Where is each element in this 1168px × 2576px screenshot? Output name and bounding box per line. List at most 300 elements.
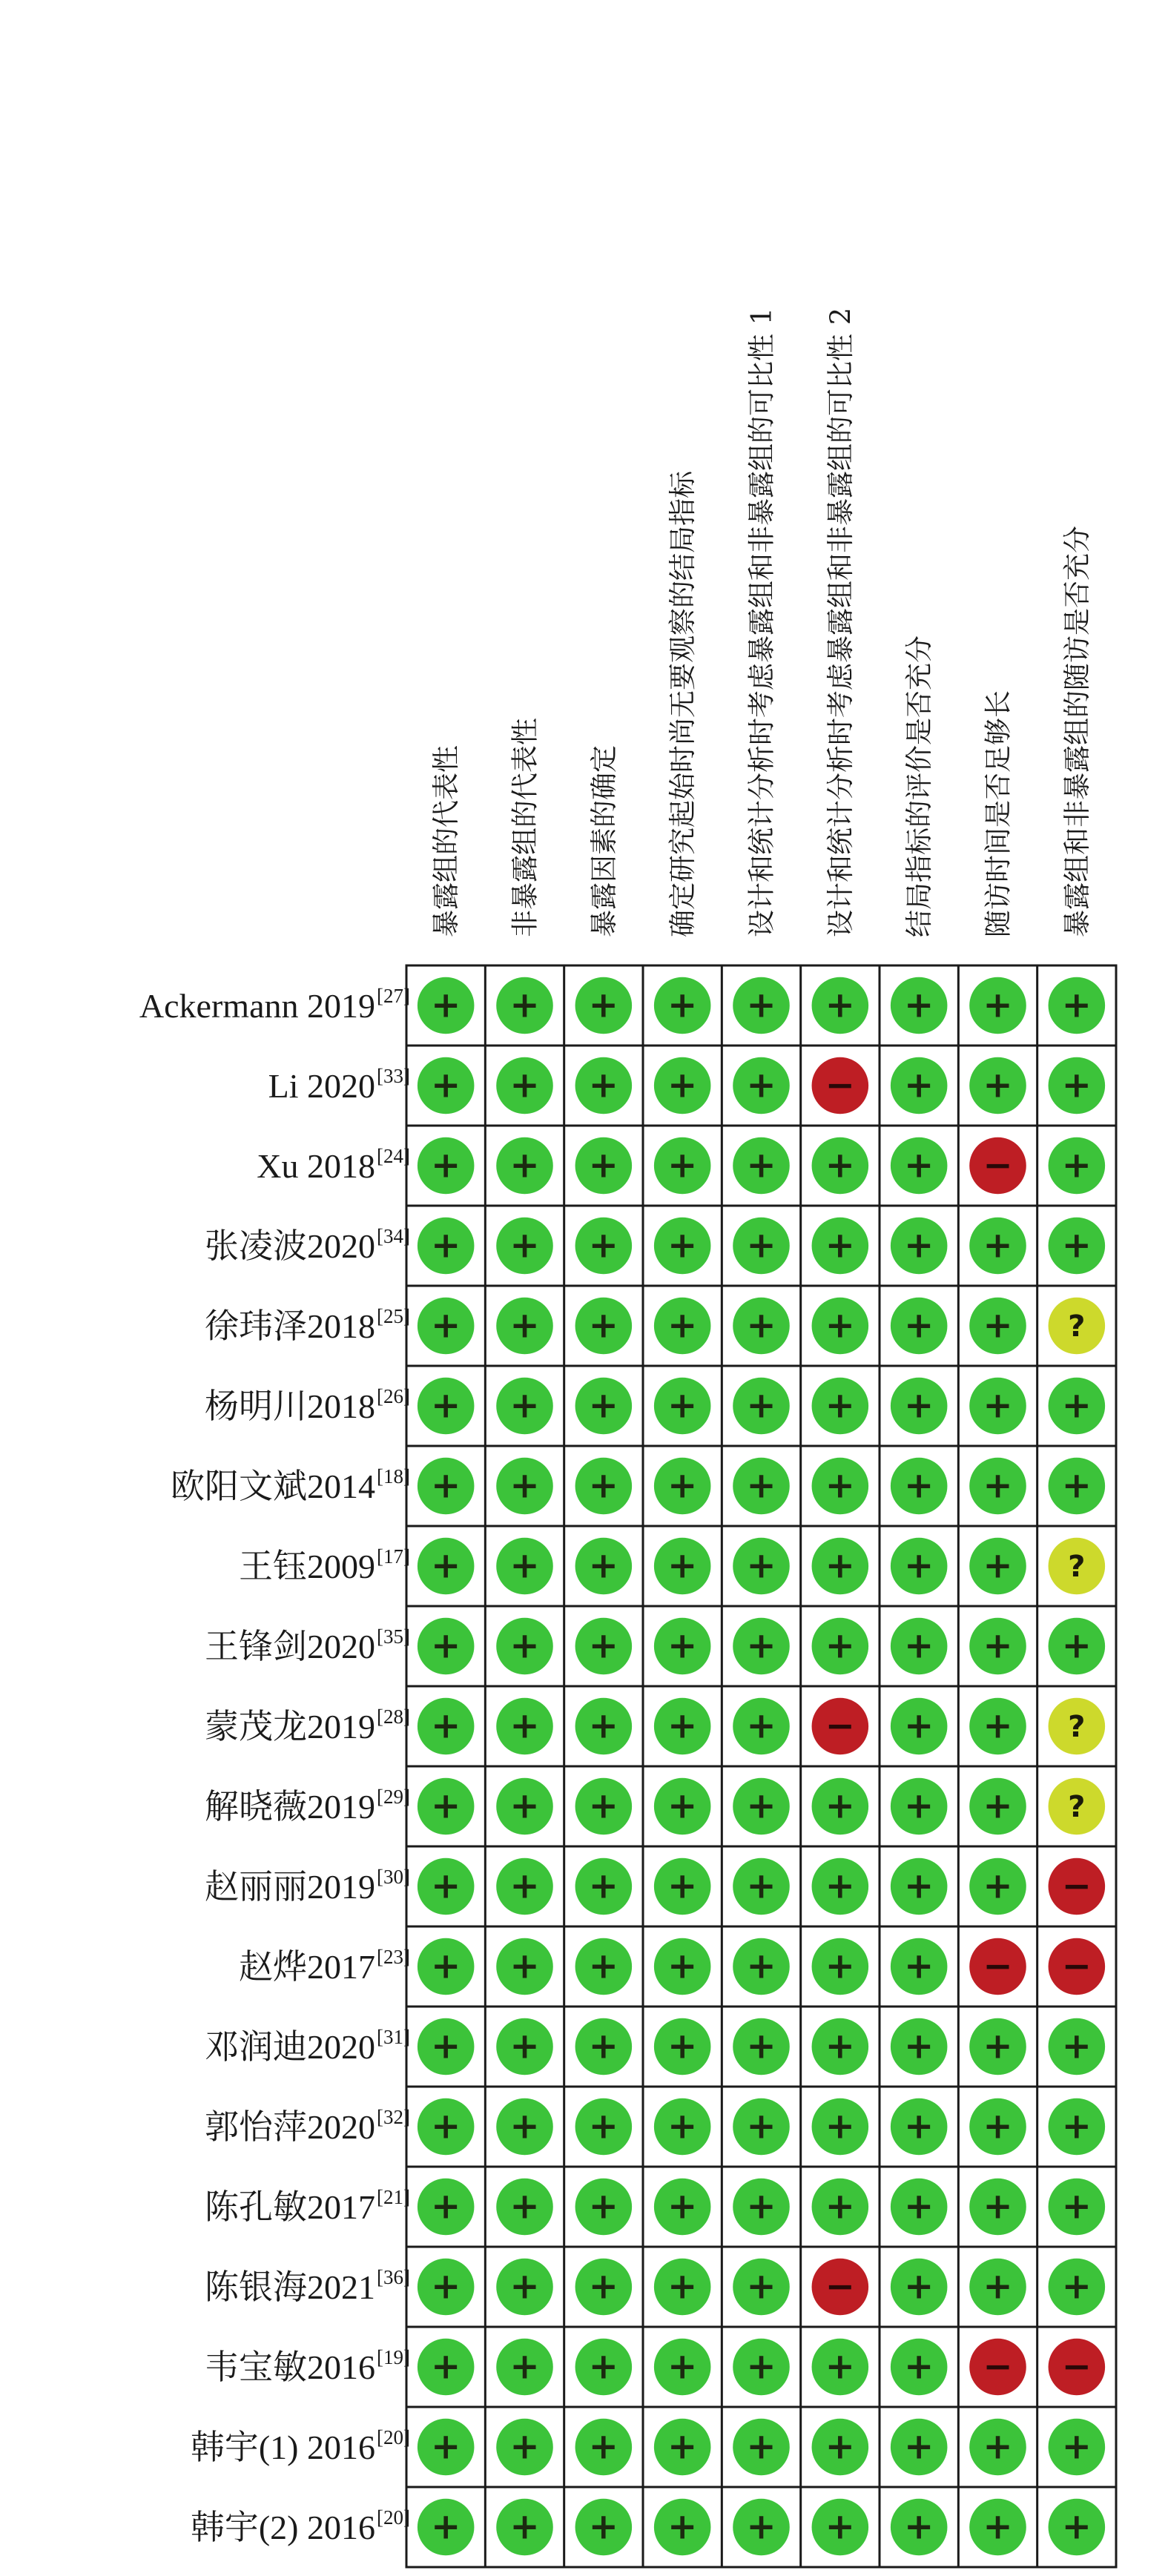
column-label-2: 非暴露组的代表性 — [509, 718, 541, 937]
rating-low-risk-r10-c8 — [969, 1698, 1026, 1755]
low-risk-symbol: + — [825, 2106, 855, 2147]
column-label-1: 暴露组的代表性 — [430, 745, 463, 937]
rating-low-risk-r20-c8 — [969, 2499, 1026, 2556]
rating-low-risk-r3-c2 — [496, 1137, 553, 1195]
low-risk-symbol: + — [667, 1385, 698, 1427]
rating-low-risk-r2-c3 — [575, 1057, 633, 1114]
low-risk-symbol: + — [746, 1465, 776, 1507]
study-name: 韩宇(1) 2016 — [190, 2428, 375, 2466]
rating-low-risk-r16-c7 — [891, 2179, 948, 2236]
rating-low-risk-r6-c1 — [418, 1378, 475, 1435]
low-risk-symbol: + — [904, 1545, 934, 1587]
low-risk-symbol: + — [825, 985, 855, 1026]
high-risk-symbol: − — [983, 1145, 1013, 1186]
low-risk-symbol: + — [825, 1625, 855, 1667]
low-risk-symbol: + — [983, 1545, 1013, 1587]
rating-low-risk-r11-c7 — [891, 1778, 948, 1835]
rating-low-risk-r10-c1 — [418, 1698, 475, 1755]
rating-low-risk-r9-c8 — [969, 1618, 1026, 1675]
study-label — [239, 1948, 375, 1986]
rating-low-risk-r16-c1 — [418, 2179, 475, 2236]
rating-low-risk-r4-c7 — [891, 1218, 948, 1275]
rating-low-risk-r13-c3 — [575, 1938, 633, 1995]
rating-low-risk-r13-c4 — [654, 1938, 711, 1995]
low-risk-symbol: + — [825, 2426, 855, 2468]
low-risk-symbol: + — [588, 1385, 618, 1427]
rating-high-risk-r2-c6 — [812, 1057, 869, 1114]
rating-low-risk-r19-c8 — [969, 2419, 1026, 2476]
rating-low-risk-r11-c2 — [496, 1778, 553, 1835]
rating-low-risk-r20-c7 — [891, 2499, 948, 2556]
rating-low-risk-r7-c4 — [654, 1458, 711, 1515]
low-risk-symbol: + — [904, 1065, 934, 1106]
rating-low-risk-r20-c2 — [496, 2499, 553, 2556]
low-risk-symbol: + — [746, 2266, 776, 2308]
rating-low-risk-r16-c6 — [812, 2179, 869, 2236]
low-risk-symbol: + — [509, 1225, 540, 1266]
rating-low-risk-r17-c8 — [969, 2259, 1026, 2316]
low-risk-symbol: + — [667, 1625, 698, 1667]
low-risk-symbol: + — [1061, 2266, 1092, 2308]
low-risk-symbol: + — [667, 1705, 698, 1747]
rating-low-risk-r7-c5 — [733, 1458, 790, 1515]
study-name: 赵烨2017 — [239, 1948, 375, 1986]
study-label — [239, 1548, 375, 1585]
rating-low-risk-r6-c9 — [1049, 1378, 1106, 1435]
column-label-9: 暴露组和非暴露组的随访是否充分 — [1060, 526, 1093, 937]
low-risk-symbol: + — [1061, 1465, 1092, 1507]
low-risk-symbol: + — [746, 1946, 776, 1987]
unclear-risk-symbol: ? — [1068, 1550, 1086, 1584]
rating-high-risk-r18-c8 — [969, 2339, 1026, 2396]
rating-low-risk-r4-c2 — [496, 1218, 553, 1275]
low-risk-symbol: + — [1061, 1145, 1092, 1186]
low-risk-symbol: + — [431, 1545, 461, 1587]
rating-low-risk-r8-c5 — [733, 1538, 790, 1595]
low-risk-symbol: + — [667, 2346, 698, 2388]
low-risk-symbol: + — [746, 1145, 776, 1186]
low-risk-symbol: + — [509, 985, 540, 1026]
rating-low-risk-r6-c7 — [891, 1378, 948, 1435]
low-risk-symbol: + — [431, 1705, 461, 1747]
low-risk-symbol: + — [431, 1465, 461, 1507]
low-risk-symbol: + — [983, 1786, 1013, 1827]
study-name: 韦宝敏2016 — [205, 2348, 375, 2386]
low-risk-symbol: + — [904, 2346, 934, 2388]
low-risk-symbol: + — [1061, 2506, 1092, 2548]
rating-low-risk-r20-c3 — [575, 2499, 633, 2556]
rating-low-risk-r8-c2 — [496, 1538, 553, 1595]
rating-low-risk-r6-c8 — [969, 1378, 1026, 1435]
rating-low-risk-r14-c8 — [969, 2018, 1026, 2075]
low-risk-symbol: + — [1061, 1065, 1092, 1106]
low-risk-symbol: + — [825, 1866, 855, 1907]
low-risk-symbol: + — [983, 2026, 1013, 2067]
low-risk-symbol: + — [667, 2106, 698, 2147]
low-risk-symbol: + — [904, 1305, 934, 1347]
rating-low-risk-r2-c2 — [496, 1057, 553, 1114]
rating-low-risk-r3-c6 — [812, 1137, 869, 1195]
low-risk-symbol: + — [904, 1465, 934, 1507]
low-risk-symbol: + — [431, 1305, 461, 1347]
low-risk-symbol: + — [983, 1385, 1013, 1427]
rating-low-risk-r5-c1 — [418, 1298, 475, 1355]
low-risk-symbol: + — [431, 1866, 461, 1907]
low-risk-symbol: + — [431, 2266, 461, 2308]
low-risk-symbol: + — [904, 2426, 934, 2468]
rating-low-risk-r5-c7 — [891, 1298, 948, 1355]
low-risk-symbol: + — [1061, 1385, 1092, 1427]
low-risk-symbol: + — [983, 2266, 1013, 2308]
low-risk-symbol: + — [431, 1385, 461, 1427]
rating-low-risk-r2-c7 — [891, 1057, 948, 1114]
rating-low-risk-r8-c4 — [654, 1538, 711, 1595]
low-risk-symbol: + — [588, 2186, 618, 2227]
low-risk-symbol: + — [509, 2346, 540, 2388]
study-reference: [23] — [377, 1946, 410, 1968]
study-label — [205, 1868, 375, 1906]
rating-low-risk-r11-c3 — [575, 1778, 633, 1835]
study-name: 邓润迪2020 — [205, 2028, 375, 2066]
low-risk-symbol: + — [509, 2426, 540, 2468]
low-risk-symbol: + — [509, 1385, 540, 1427]
rating-low-risk-r14-c7 — [891, 2018, 948, 2075]
rating-low-risk-r15-c3 — [575, 2098, 633, 2156]
rating-low-risk-r9-c5 — [733, 1618, 790, 1675]
rating-low-risk-r17-c2 — [496, 2259, 553, 2316]
study-label — [205, 1788, 375, 1826]
rating-low-risk-r19-c4 — [654, 2419, 711, 2476]
low-risk-symbol: + — [746, 2106, 776, 2147]
rating-low-risk-r3-c5 — [733, 1137, 790, 1195]
rating-low-risk-r1-c3 — [575, 977, 633, 1034]
low-risk-symbol: + — [509, 2506, 540, 2548]
study-label — [205, 2188, 375, 2226]
study-name: 解晓薇2019 — [205, 1788, 375, 1826]
low-risk-symbol: + — [509, 1305, 540, 1347]
rating-low-risk-r16-c2 — [496, 2179, 553, 2236]
study-label — [268, 1067, 375, 1105]
rating-low-risk-r19-c5 — [733, 2419, 790, 2476]
rating-low-risk-r15-c8 — [969, 2098, 1026, 2156]
rating-low-risk-r14-c1 — [418, 2018, 475, 2075]
rating-low-risk-r7-c1 — [418, 1458, 475, 1515]
rating-low-risk-r18-c1 — [418, 2339, 475, 2396]
low-risk-symbol: + — [667, 1225, 698, 1266]
rating-low-risk-r7-c3 — [575, 1458, 633, 1515]
study-reference: [25] — [377, 1305, 410, 1327]
rating-low-risk-r6-c5 — [733, 1378, 790, 1435]
rating-low-risk-r1-c4 — [654, 977, 711, 1034]
study-reference: [18] — [377, 1465, 410, 1487]
low-risk-symbol: + — [983, 1705, 1013, 1747]
low-risk-symbol: + — [904, 1705, 934, 1747]
low-risk-symbol: + — [431, 1145, 461, 1186]
rating-low-risk-r7-c6 — [812, 1458, 869, 1515]
low-risk-symbol: + — [746, 985, 776, 1026]
low-risk-symbol: + — [746, 1786, 776, 1827]
unclear-risk-symbol: ? — [1068, 1310, 1086, 1344]
low-risk-symbol: + — [667, 1786, 698, 1827]
low-risk-symbol: + — [825, 1145, 855, 1186]
rating-low-risk-r13-c2 — [496, 1938, 553, 1995]
study-label — [191, 2428, 375, 2466]
low-risk-symbol: + — [667, 1305, 698, 1347]
low-risk-symbol: + — [825, 2346, 855, 2388]
study-label — [205, 1708, 375, 1746]
study-reference: [24] — [377, 1145, 410, 1167]
low-risk-symbol: + — [431, 2186, 461, 2227]
row-labels — [139, 985, 410, 2546]
low-risk-symbol: + — [904, 1946, 934, 1987]
low-risk-symbol: + — [509, 1866, 540, 1907]
low-risk-symbol: + — [588, 2506, 618, 2548]
low-risk-symbol: + — [825, 1225, 855, 1266]
rating-low-risk-r4-c5 — [733, 1218, 790, 1275]
rating-low-risk-r6-c4 — [654, 1378, 711, 1435]
low-risk-symbol: + — [588, 2026, 618, 2067]
high-risk-symbol: − — [825, 1705, 855, 1747]
rating-low-risk-r3-c7 — [891, 1137, 948, 1195]
study-name: 张凌波2020 — [205, 1227, 375, 1265]
low-risk-symbol: + — [667, 1065, 698, 1106]
study-reference: [20] — [377, 2426, 410, 2448]
rating-low-risk-r20-c9 — [1049, 2499, 1106, 2556]
rating-low-risk-r5-c8 — [969, 1298, 1026, 1355]
low-risk-symbol: + — [667, 1145, 698, 1186]
low-risk-symbol: + — [825, 1385, 855, 1427]
rating-low-risk-r17-c4 — [654, 2259, 711, 2316]
rating-low-risk-r10-c5 — [733, 1698, 790, 1755]
low-risk-symbol: + — [983, 985, 1013, 1026]
rating-low-risk-r12-c3 — [575, 1858, 633, 1915]
rating-low-risk-r4-c8 — [969, 1218, 1026, 1275]
rating-low-risk-r8-c3 — [575, 1538, 633, 1595]
low-risk-symbol: + — [431, 2026, 461, 2067]
rating-low-risk-r14-c3 — [575, 2018, 633, 2075]
rating-low-risk-r5-c5 — [733, 1298, 790, 1355]
rating-low-risk-r6-c3 — [575, 1378, 633, 1435]
rating-low-risk-r9-c7 — [891, 1618, 948, 1675]
rating-low-risk-r19-c6 — [812, 2419, 869, 2476]
rating-low-risk-r9-c1 — [418, 1618, 475, 1675]
low-risk-symbol: + — [509, 2266, 540, 2308]
rating-low-risk-r10-c3 — [575, 1698, 633, 1755]
study-name: 蒙茂龙2019 — [205, 1708, 375, 1746]
study-reference: [29] — [377, 1786, 410, 1808]
study-label — [205, 2028, 375, 2066]
rating-low-risk-r19-c9 — [1049, 2419, 1106, 2476]
low-risk-symbol: + — [825, 2506, 855, 2548]
rating-low-risk-r17-c5 — [733, 2259, 790, 2316]
low-risk-symbol: + — [1061, 1225, 1092, 1266]
rating-low-risk-r16-c9 — [1049, 2179, 1106, 2236]
low-risk-symbol: + — [746, 2026, 776, 2067]
high-risk-symbol: − — [1061, 2346, 1092, 2388]
unclear-risk-symbol: ? — [1068, 1710, 1086, 1744]
rating-low-risk-r6-c6 — [812, 1378, 869, 1435]
rating-low-risk-r3-c4 — [654, 1137, 711, 1195]
low-risk-symbol: + — [431, 1946, 461, 1987]
study-name: Xu 2018 — [257, 1147, 375, 1185]
low-risk-symbol: + — [667, 1946, 698, 1987]
rating-low-risk-r18-c5 — [733, 2339, 790, 2396]
rating-low-risk-r19-c1 — [418, 2419, 475, 2476]
rating-low-risk-r7-c7 — [891, 1458, 948, 1515]
low-risk-symbol: + — [904, 2106, 934, 2147]
column-label-7: 结局指标的评价是否充分 — [903, 635, 936, 937]
study-name: Ackermann 2019 — [139, 987, 375, 1025]
rating-low-risk-r19-c2 — [496, 2419, 553, 2476]
low-risk-symbol: + — [1061, 1625, 1092, 1667]
rating-low-risk-r12-c7 — [891, 1858, 948, 1915]
low-risk-symbol: + — [509, 1705, 540, 1747]
rating-low-risk-r17-c1 — [418, 2259, 475, 2316]
rating-unclear-risk-r5-c9 — [1049, 1298, 1106, 1355]
rating-low-risk-r11-c4 — [654, 1778, 711, 1835]
rating-unclear-risk-r11-c9 — [1049, 1778, 1106, 1835]
low-risk-symbol: + — [431, 2106, 461, 2147]
rating-low-risk-r11-c6 — [812, 1778, 869, 1835]
study-reference: [35] — [377, 1625, 410, 1648]
rating-low-risk-r14-c6 — [812, 2018, 869, 2075]
study-reference: [33] — [377, 1065, 410, 1087]
rating-low-risk-r10-c2 — [496, 1698, 553, 1755]
study-label — [205, 1307, 375, 1345]
study-name: 赵丽丽2019 — [205, 1868, 375, 1906]
rating-low-risk-r15-c1 — [418, 2098, 475, 2156]
rating-low-risk-r17-c9 — [1049, 2259, 1106, 2316]
rating-low-risk-r12-c6 — [812, 1858, 869, 1915]
rating-high-risk-r12-c9 — [1049, 1858, 1106, 1915]
low-risk-symbol: + — [1061, 2186, 1092, 2227]
rating-low-risk-r7-c2 — [496, 1458, 553, 1515]
unclear-risk-symbol: ? — [1068, 1790, 1086, 1824]
rating-low-risk-r20-c5 — [733, 2499, 790, 2556]
low-risk-symbol: + — [904, 2026, 934, 2067]
rating-low-risk-r20-c6 — [812, 2499, 869, 2556]
low-risk-symbol: + — [509, 1946, 540, 1987]
study-reference: [20] — [377, 2506, 410, 2529]
low-risk-symbol: + — [588, 2426, 618, 2468]
low-risk-symbol: + — [588, 1866, 618, 1907]
column-label-8: 随访时间是否足够长 — [982, 690, 1014, 937]
low-risk-symbol: + — [588, 1545, 618, 1587]
rating-low-risk-r12-c5 — [733, 1858, 790, 1915]
table-grid — [406, 965, 1116, 2567]
low-risk-symbol: + — [904, 2506, 934, 2548]
high-risk-symbol: − — [983, 1946, 1013, 1987]
low-risk-symbol: + — [904, 1866, 934, 1907]
low-risk-symbol: + — [588, 1946, 618, 1987]
low-risk-symbol: + — [431, 2426, 461, 2468]
low-risk-symbol: + — [983, 2426, 1013, 2468]
low-risk-symbol: + — [509, 2186, 540, 2227]
study-label — [205, 1387, 375, 1425]
rating-low-risk-r11-c1 — [418, 1778, 475, 1835]
low-risk-symbol: + — [1061, 2026, 1092, 2067]
low-risk-symbol: + — [431, 1625, 461, 1667]
low-risk-symbol: + — [904, 1786, 934, 1827]
low-risk-symbol: + — [667, 2186, 698, 2227]
study-reference: [19] — [377, 2346, 410, 2368]
rating-low-risk-r13-c6 — [812, 1938, 869, 1995]
low-risk-symbol: + — [983, 1465, 1013, 1507]
rating-high-risk-r13-c9 — [1049, 1938, 1106, 1995]
low-risk-symbol: + — [746, 2426, 776, 2468]
study-reference: [32] — [377, 2106, 410, 2128]
rating-low-risk-r1-c2 — [496, 977, 553, 1034]
rating-low-risk-r18-c6 — [812, 2339, 869, 2396]
rating-low-risk-r1-c7 — [891, 977, 948, 1034]
rating-high-risk-r17-c6 — [812, 2259, 869, 2316]
low-risk-symbol: + — [509, 1786, 540, 1827]
rating-low-risk-r16-c3 — [575, 2179, 633, 2236]
rating-low-risk-r15-c6 — [812, 2098, 869, 2156]
study-reference: [27] — [377, 985, 410, 1007]
rating-low-risk-r14-c5 — [733, 2018, 790, 2075]
study-label — [205, 2268, 375, 2306]
study-label — [139, 987, 375, 1025]
low-risk-symbol: + — [746, 1625, 776, 1667]
low-risk-symbol: + — [431, 985, 461, 1026]
rating-low-risk-r18-c2 — [496, 2339, 553, 2396]
high-risk-symbol: − — [1061, 1946, 1092, 1987]
low-risk-symbol: + — [509, 2026, 540, 2067]
column-label-5: 设计和统计分析时考虑暴露组和非暴露组的可比性 1 — [745, 307, 778, 937]
rating-low-risk-r8-c8 — [969, 1538, 1026, 1595]
low-risk-symbol: + — [667, 1866, 698, 1907]
rating-low-risk-r19-c3 — [575, 2419, 633, 2476]
low-risk-symbol: + — [904, 985, 934, 1026]
study-reference: [36] — [377, 2266, 410, 2288]
rating-low-risk-r9-c9 — [1049, 1618, 1106, 1675]
rating-low-risk-r5-c4 — [654, 1298, 711, 1355]
low-risk-symbol: + — [746, 1866, 776, 1907]
low-risk-symbol: + — [746, 2346, 776, 2388]
low-risk-symbol: + — [509, 1065, 540, 1106]
rating-low-risk-r4-c3 — [575, 1218, 633, 1275]
low-risk-symbol: + — [983, 1065, 1013, 1106]
low-risk-symbol: + — [588, 1465, 618, 1507]
rating-low-risk-r4-c1 — [418, 1218, 475, 1275]
low-risk-symbol: + — [588, 2106, 618, 2147]
study-name: 王锋剑2020 — [205, 1628, 375, 1665]
rating-low-risk-r1-c6 — [812, 977, 869, 1034]
rating-low-risk-r16-c4 — [654, 2179, 711, 2236]
low-risk-symbol: + — [746, 1065, 776, 1106]
rating-low-risk-r1-c8 — [969, 977, 1026, 1034]
low-risk-symbol: + — [667, 1545, 698, 1587]
rating-low-risk-r17-c3 — [575, 2259, 633, 2316]
low-risk-symbol: + — [825, 1946, 855, 1987]
rating-low-risk-r2-c1 — [418, 1057, 475, 1114]
rating-low-risk-r5-c6 — [812, 1298, 869, 1355]
rating-unclear-risk-r10-c9 — [1049, 1698, 1106, 1755]
low-risk-symbol: + — [1061, 985, 1092, 1026]
low-risk-symbol: + — [1061, 2106, 1092, 2147]
column-label-4: 确定研究起始时尚无要观察的结局指标 — [667, 470, 699, 937]
study-name: 徐玮泽2018 — [205, 1307, 375, 1345]
rating-low-risk-r3-c3 — [575, 1137, 633, 1195]
rating-low-risk-r15-c2 — [496, 2098, 553, 2156]
study-reference: [34] — [377, 1225, 410, 1247]
rating-low-risk-r5-c3 — [575, 1298, 633, 1355]
rating-low-risk-r20-c1 — [418, 2499, 475, 2556]
low-risk-symbol: + — [746, 1305, 776, 1347]
study-reference: [26] — [377, 1385, 410, 1407]
low-risk-symbol: + — [509, 1465, 540, 1507]
